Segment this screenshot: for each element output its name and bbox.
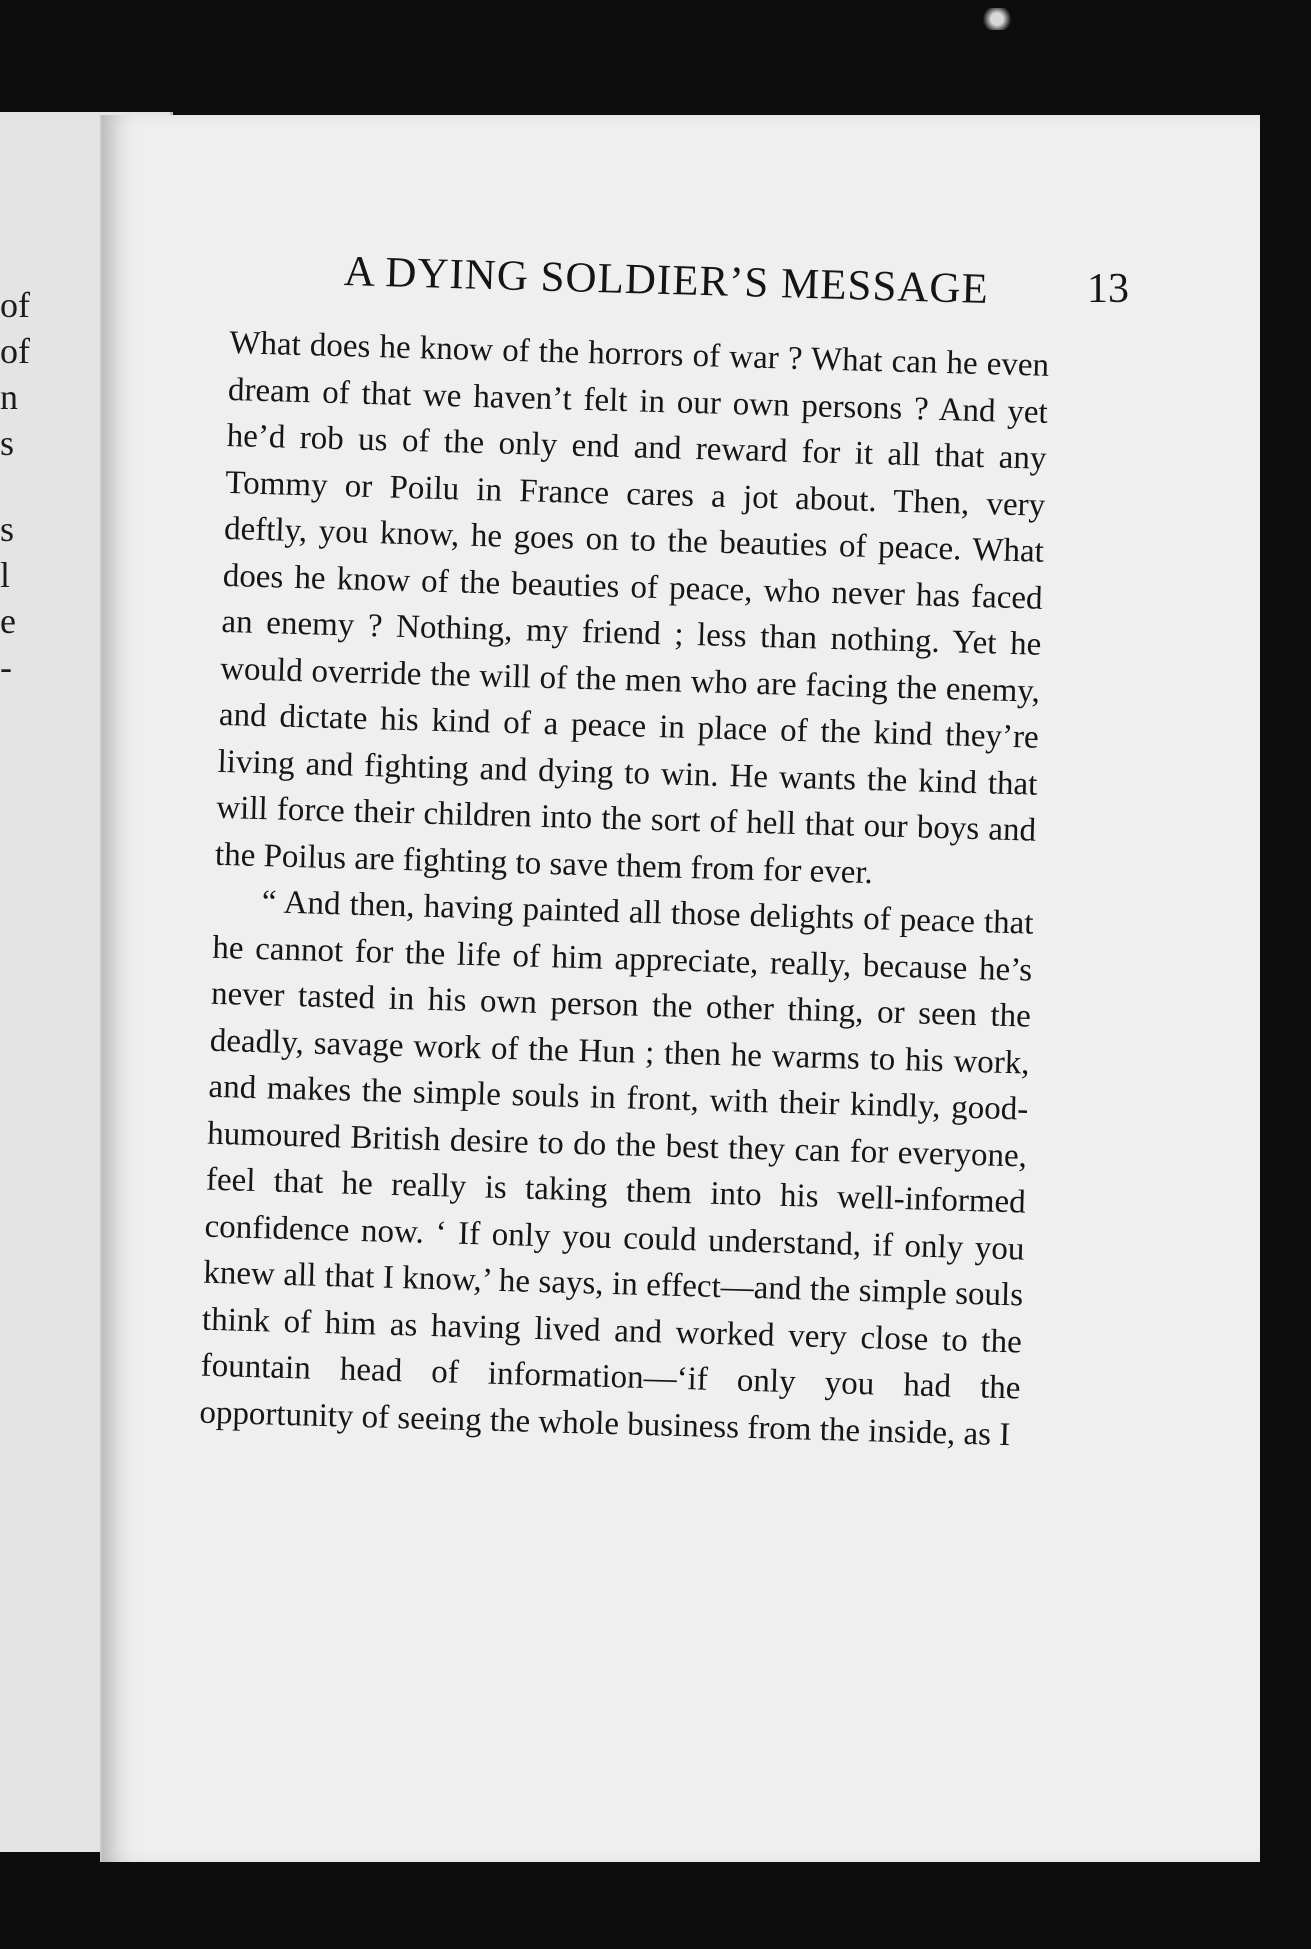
- book-page: [100, 115, 1260, 1862]
- left-fragment: l: [0, 555, 11, 595]
- left-fragment: of: [0, 331, 30, 371]
- scan-speck: [980, 8, 1014, 30]
- left-fragment: [0, 466, 40, 506]
- paragraph-1: What does he know of the horrors of war ? What can he even dream of that we haven’t felt in our own persons ? And yet he’d rob us of the only end and reward for it all that any Tommy or Poilu in France cares a jot about. Then, very deftly, you know, he goes on to the beauties of peace. What does he know of the beauties of peace, who never has faced an enemy ? Nothing, my friend ; less than nothing. Yet he would override the will of the men who are facing the enemy, and dictate his kind of a peace in place of the kind they’re living and fighting and dying to win. He wants the kind that will force their children into the sort of hell that our boys and the Poilus are fighting to save them from for ever.: [214, 324, 1050, 891]
- left-fragment: n: [0, 377, 18, 417]
- paragraph-2: “ And then, having painted all those delights of peace that he cannot for the life of him appreciate, really, because he’s never tasted in his own person the other thing, or seen the deadly, savage work of the Hun ; then he warms to his work, and makes the simple souls in front, with their kindly, good-humoured British desire to do the best they can for everyone, feel that he really is taking them into his well-informed confidence now. ‘ If only you could understand, if only you knew all that I know,’ he says, in effect—and the simple souls think of him as having lived and worked very close to the fountain head of information—‘if only you had the opportunity of seeing the whole business from the inside, as I: [198, 884, 1034, 1453]
- left-fragment: s: [0, 509, 15, 549]
- left-fragment: of: [0, 285, 30, 325]
- body-text: [199, 320, 1050, 1458]
- page-number: 13: [1087, 266, 1129, 312]
- page-header-title: A DYING SOLDIER’S MESSAGE: [343, 248, 990, 313]
- left-fragment: -: [0, 647, 12, 687]
- left-page-text-fragments: [0, 282, 40, 690]
- left-fragment: e: [0, 601, 16, 641]
- left-fragment: s: [0, 423, 15, 463]
